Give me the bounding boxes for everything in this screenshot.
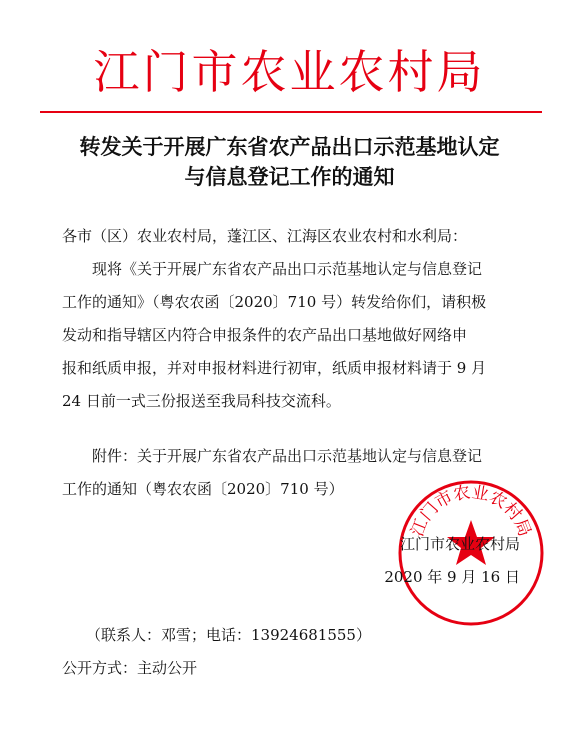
document-title-line-1: 转发关于开展广东省农产品出口示范基地认定 bbox=[79, 134, 500, 159]
signature-date: 2020 年 9 月 16 日 bbox=[384, 568, 520, 586]
header-red-rule bbox=[40, 111, 542, 113]
paragraph-line: 现将《关于开展广东省农产品出口示范基地认定与信息登记 bbox=[92, 260, 483, 278]
paragraph-line: 24 日前一式三份报送至我局科技交流科。 bbox=[62, 392, 341, 410]
attachment-line: 附件：关于开展广东省农产品出口示范基地认定与信息登记 bbox=[92, 447, 483, 465]
attachment-line: 工作的通知（粤农农函〔2020〕710 号） bbox=[62, 480, 344, 498]
paragraph-line: 发动和指导辖区内符合申报条件的农产品出口基地做好网络申 bbox=[62, 326, 468, 344]
signature-issuer: 江门市农业农村局 bbox=[399, 535, 520, 553]
paragraph-line: 报和纸质申报，并对申报材料进行初审，纸质申报材料请于 9 月 bbox=[62, 359, 487, 377]
paragraph-line: 工作的通知》（粤农农函〔2020〕710 号）转发给你们，请积极 bbox=[62, 293, 487, 311]
addressee: 各市（区）农业农村局，蓬江区、江海区农业农村和水利局： bbox=[62, 227, 468, 245]
contact-info: （联系人：邓雪；电话：13924681555） bbox=[86, 626, 371, 644]
seal-text-path: 江门市农业农村局 bbox=[407, 482, 535, 540]
disclosure-method: 公开方式：主动公开 bbox=[62, 659, 198, 677]
issuing-organization-header: 江门市农业农村局 bbox=[93, 45, 486, 99]
document-title-line-2: 与信息登记工作的通知 bbox=[184, 164, 395, 189]
